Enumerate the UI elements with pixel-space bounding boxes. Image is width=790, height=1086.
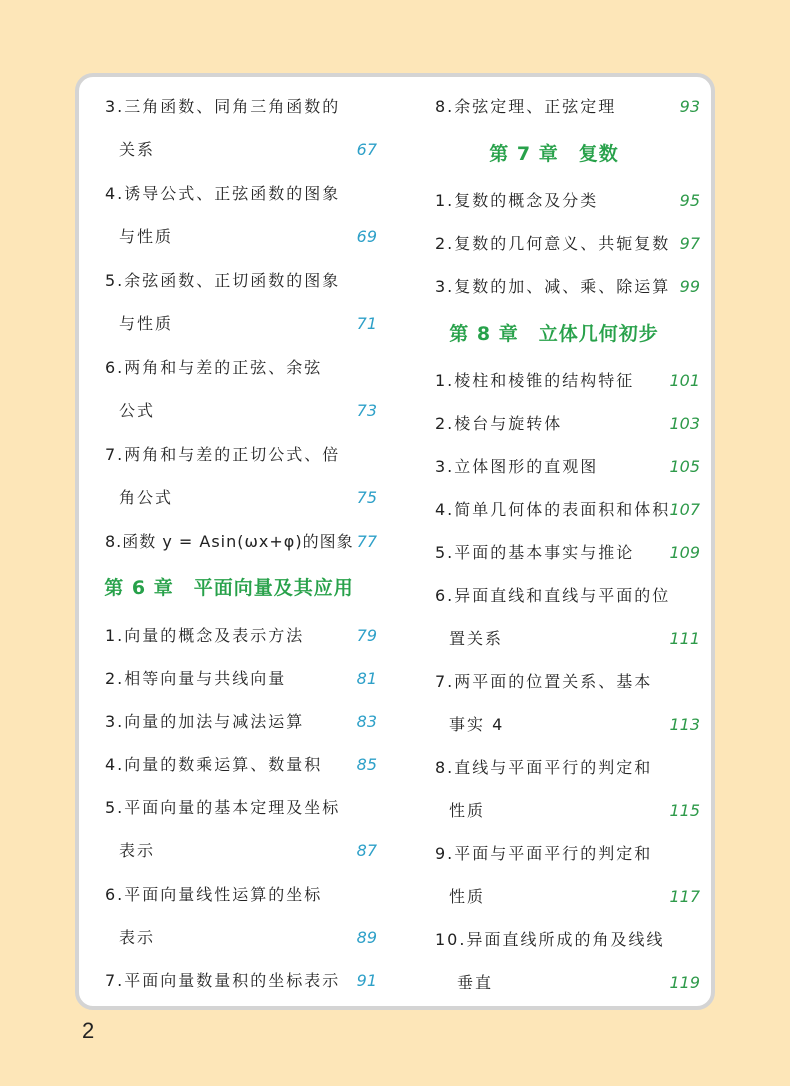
toc-entry-title: 6.平面向量线性运算的坐标 [105,885,323,904]
toc-page-number: 97 [679,234,700,253]
toc-page-number: 111 [669,629,700,648]
toc-page-number: 119 [669,973,700,992]
toc-entry-title-cont: 性质 [449,801,486,820]
chapter-8-heading: 第 8 章 立体几何初步 [449,323,659,345]
toc-entry-title: 5.平面的基本事实与推论 [435,543,635,562]
toc-entry-title: 8.直线与平面平行的判定和 [435,758,653,777]
toc-entry-title-cont: 与性质 [119,314,174,333]
toc-page-number: 113 [669,715,700,734]
toc-page-number: 99 [679,277,700,296]
toc-entry-title: 4.简单几何体的表面积和体积 [435,500,671,519]
toc-page-number: 87 [356,841,377,860]
toc-entry-title-cont: 垂直 [457,973,494,992]
toc-entry-title-cont: 角公式 [119,488,174,507]
page-number: 2 [82,1018,95,1043]
toc-entry-title: 7.两平面的位置关系、基本 [435,672,653,691]
toc-page-number: 109 [669,543,700,562]
toc-entry-title: 5.平面向量的基本定理及坐标 [105,798,341,817]
toc-entry-title: 4.诱导公式、正弦函数的图象 [105,184,341,203]
toc-page-number: 81 [356,669,377,688]
toc-page-number: 107 [669,500,700,519]
toc-entry-title: 6.异面直线和直线与平面的位 [435,586,671,605]
toc-entry-title: 1.棱柱和棱锥的结构特征 [435,371,635,390]
toc-entry-title-cont: 表示 [119,841,156,860]
toc-entry-title: 1.向量的概念及表示方法 [105,626,305,645]
toc-page-number: 95 [679,191,700,210]
toc-page-number: 101 [669,371,700,390]
toc-page-number: 115 [669,801,700,820]
toc-entry-title: 7.两角和与差的正切公式、倍 [105,445,341,464]
toc-page-number: 79 [356,626,377,645]
toc-entry-title: 3.向量的加法与减法运算 [105,712,305,731]
toc-page-number: 77 [356,532,377,551]
toc-entry-title-cont: 表示 [119,928,156,947]
toc-page-number: 91 [356,971,377,990]
toc-page-number: 89 [356,928,377,947]
toc-entry-title: 10.异面直线所成的角及线线 [435,930,665,949]
toc-entry-title-cont: 事实 4 [449,715,505,734]
toc-entry-title: 2.复数的几何意义、共轭复数 [435,234,671,253]
toc-entry-title: 1.复数的概念及分类 [435,191,599,210]
toc-entry-title-cont: 关系 [119,140,156,159]
toc-entry-title: 3.立体图形的直观图 [435,457,599,476]
toc-entry-title: 6.两角和与差的正弦、余弦 [105,358,323,377]
toc-entry-title: 8.函数 y = Asin(ωx+φ)的图象 [105,532,354,551]
toc-page-number: 103 [669,414,700,433]
chapter-6-heading: 第 6 章 平面向量及其应用 [104,577,354,599]
toc-page-number: 93 [679,97,700,116]
toc-entry-title: 3.复数的加、减、乘、除运算 [435,277,671,296]
toc-page-number: 117 [669,887,700,906]
toc-page-number: 69 [356,227,377,246]
toc-page-number: 83 [356,712,377,731]
chapter-7-heading: 第 7 章 复数 [489,143,619,165]
toc-entry-title: 3.三角函数、同角三角函数的 [105,97,341,116]
toc-entry-title: 2.相等向量与共线向量 [105,669,287,688]
toc-page-number: 85 [356,755,377,774]
toc-entry-title: 4.向量的数乘运算、数量积 [105,755,323,774]
toc-entry-title-cont: 性质 [449,887,486,906]
toc-entry-title: 8.余弦定理、正弦定理 [435,97,617,116]
toc-page-number: 71 [356,314,377,333]
toc-page-number: 67 [356,140,377,159]
toc-entry-title-cont: 公式 [119,401,156,420]
toc-page-number: 75 [356,488,377,507]
toc-entry-title: 2.棱台与旋转体 [435,414,563,433]
toc-entry-title: 5.余弦函数、正切函数的图象 [105,271,341,290]
toc-page-number: 105 [669,457,700,476]
toc-page-number: 73 [356,401,377,420]
toc-entry-title: 7.平面向量数量积的坐标表示 [105,971,341,990]
toc-entry-title-cont: 置关系 [449,629,504,648]
toc-card [75,73,715,1010]
toc-entry-title: 9.平面与平面平行的判定和 [435,844,653,863]
toc-entry-title-cont: 与性质 [119,227,174,246]
